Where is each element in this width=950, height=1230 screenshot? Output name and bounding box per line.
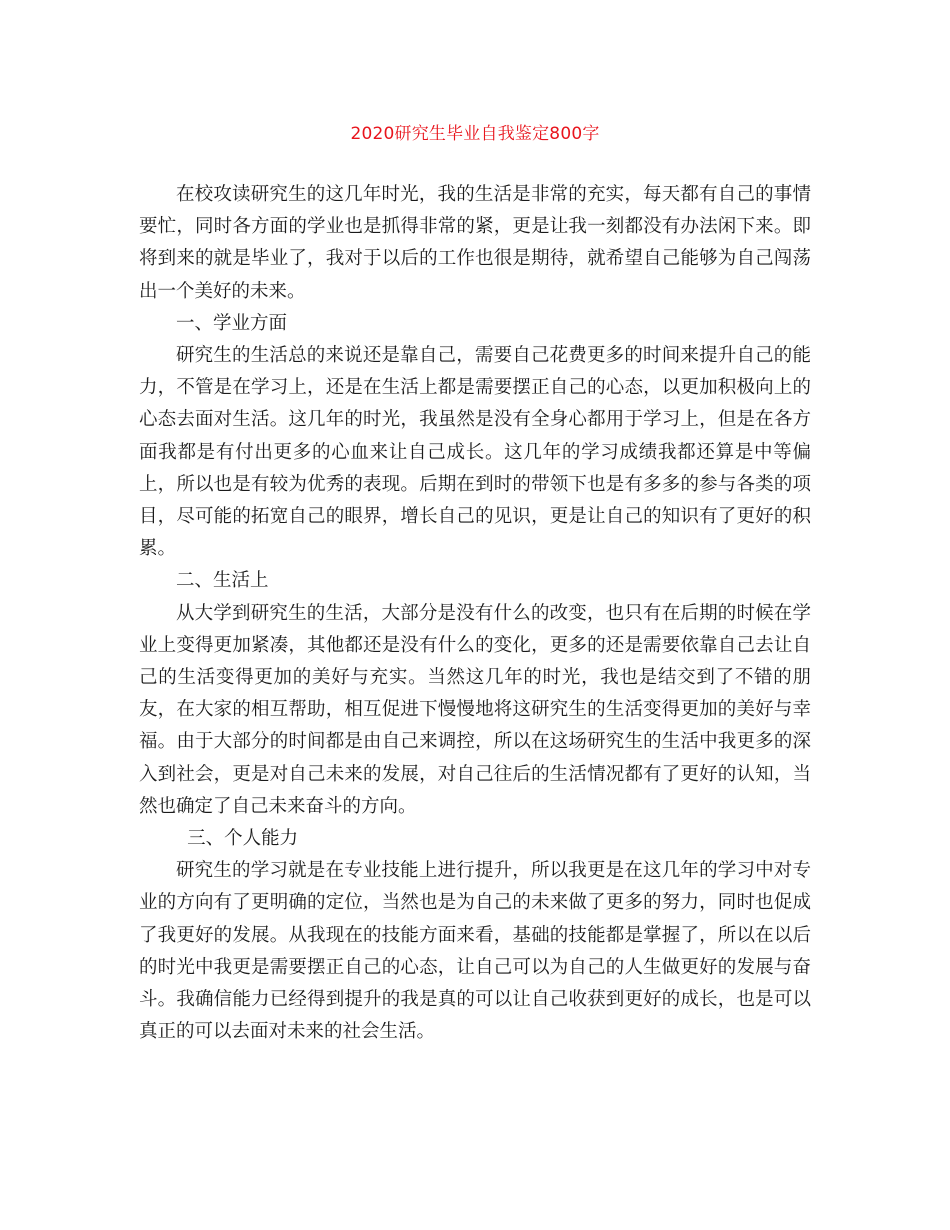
academics-paragraph: 研究生的生活总的来说还是靠自己，需要自己花费更多的时间来提升自己的能力，不管是在学习上，还是在生活上都是需要摆正自己的心态，以更加积极向上的心态去面对生活。这几年的时光，我虽然是没有全身心都用于学习上，但是在各方面我都是有付出更多的心血来让自己成长。这几年的学习成绩我都还算是中等偏上，所以也是有较为优秀的表现。后期在到时的带领下也是有多多的参与各类的项目，尽可能的拓宽自己的眼界，增长自己的见识，更是让自己的知识有了更好的积累。 [139,345,811,560]
ability-paragraph: 研究生的学习就是在专业技能上进行提升，所以我更是在这几年的学习中对专业的方向有了更明确的定位，当然也是为自己的未来做了更多的努力，同时也促成了我更好的发展。从我现在的技能方面来看，基础的技能都是掌握了，所以在以后的时光中我更是需要摆正自己的心态，让自己可以为自己的人生做更好的发展与奋斗。我确信能力已经得到提升的我是真的可以让自己收获到更好的成长，也是可以真正的可以去面对未来的社会生活。 [139,860,811,1043]
document-title: 2020研究生毕业自我鉴定800字 [350,124,600,144]
intro-paragraph: 在校攻读研究生的这几年时光，我的生活是非常的充实，每天都有自己的事情要忙，同时各方面的学业也是抓得非常的紧，更是让我一刻都没有办法闲下来。即将到来的就是毕业了，我对于以后的工作也很是期待，就希望自己能够为自己闯荡出一个美好的未来。 [139,184,811,302]
document-body [139,179,811,1048]
section-heading-academics: 一、学业方面 [176,312,288,334]
section-heading-life: 二、生活上 [176,570,269,592]
section-heading-ability: 三、个人能力 [187,828,299,850]
life-paragraph: 从大学到研究生的生活，大部分是没有什么的改变，也只有在后期的时候在学业上变得更加紧凑，其他都还是没有什么的变化，更多的还是需要依靠自己去让自己的生活变得更加的美好与充实。当然这几年的时光，我也是结交到了不错的朋友，在大家的相互帮助，相互促进下慢慢地将这研究生的生活变得更加的美好与幸福。由于大部分的时间都是由自己来调控，所以在这场研究生的生活中我更多的深入到社会，更是对自己未来的发展，对自己往后的生活情况都有了更好的认知，当然也确定了自己未来奋斗的方向。 [139,602,811,817]
